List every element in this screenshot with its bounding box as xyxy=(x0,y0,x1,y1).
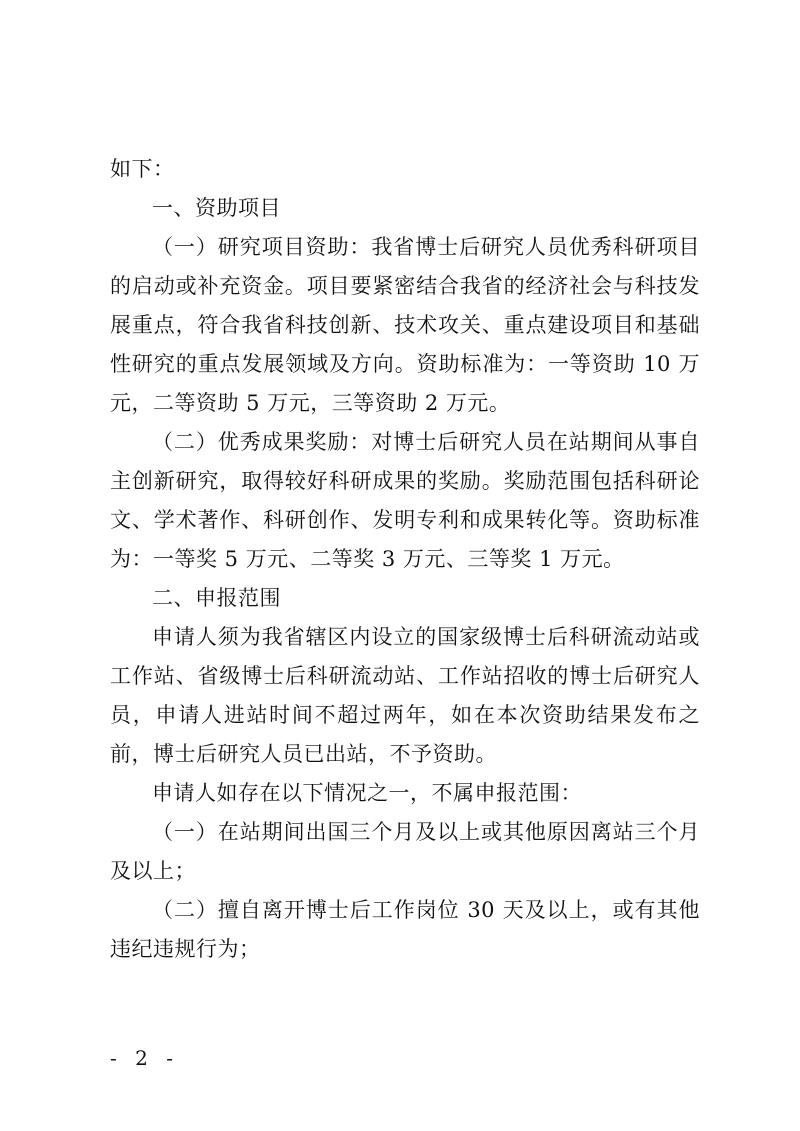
page-number: - 2 - xyxy=(110,1046,179,1070)
paragraph-exclusion-intro: 申请人如存在以下情况之一，不属申报范围： xyxy=(152,781,582,805)
section-heading-funding-projects: 一、资助项目 xyxy=(152,196,281,220)
paragraph-exclusion-1: （一）在站期间出国三个月及以上或其他原因离站三个月及以上； xyxy=(110,820,700,883)
paragraph-outstanding-achievement-award: （二）优秀成果奖励：对博士后研究人员在站期间从事自主创新研究，取得较好科研成果的奖励。奖励范围包括科研论文、学术著作、科研创作、发明专利和成果转化等。资助标准为：一等奖 5 万元、二等奖 3 万元、三等奖 1 万元。 xyxy=(110,430,700,571)
paragraph-exclusion-2: （二）擅自离开博士后工作岗位 30 天及以上，或有其他违纪违规行为； xyxy=(110,898,700,961)
paragraph-research-project-funding: （一）研究项目资助：我省博士后研究人员优秀科研项目的启动或补充资金。项目要紧密结合我省的经济社会与科技发展重点，符合我省科技创新、技术攻关、重点建设项目和基础性研究的重点发展领域及方向。资助标准为：一等资助 10 万元，二等资助 5 万元，三等资助 2 万元。 xyxy=(110,235,700,415)
paragraph-applicant-eligibility: 申请人须为我省辖区内设立的国家级博士后科研流动站或工作站、省级博士后科研流动站、工作站招收的博士后研究人员，申请人进站时间不超过两年，如在本次资助结果发布之前，博士后研究人员已出站，不予资助。 xyxy=(110,625,700,766)
document-body xyxy=(110,150,700,969)
intro-text: 如下： xyxy=(110,157,175,181)
section-heading-application-scope: 二、申报范围 xyxy=(152,586,281,610)
